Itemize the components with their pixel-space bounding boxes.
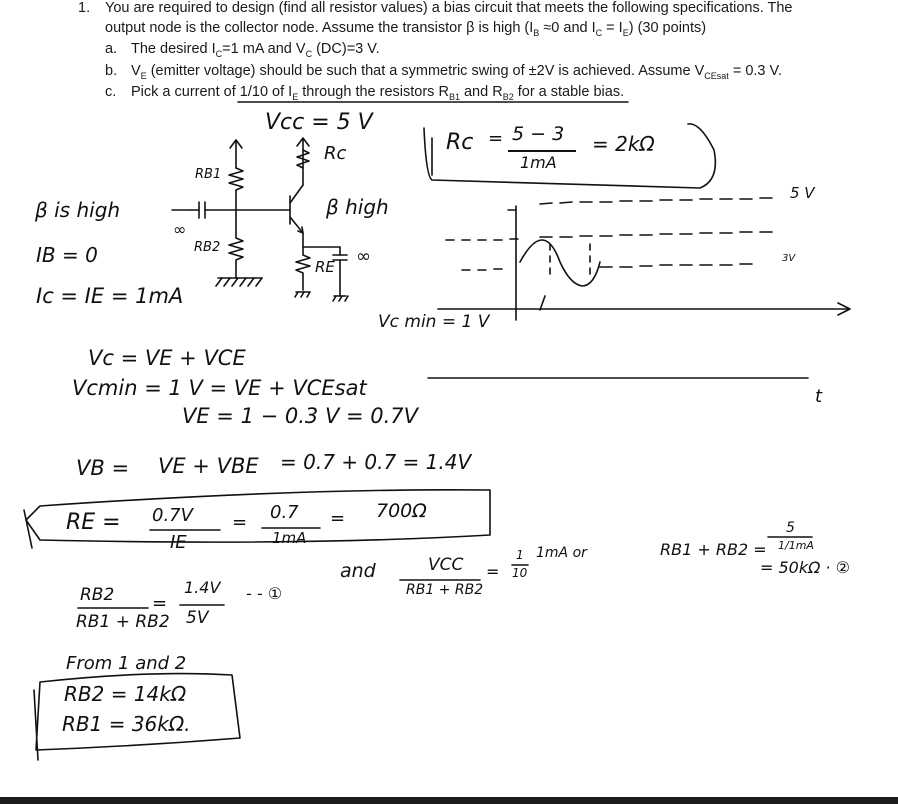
eq-vcmin: Vcmin = 1 V = VE + VCEsat — [72, 376, 367, 400]
eq-from: From 1 and 2 — [66, 653, 187, 674]
beta-is-high-note: β is high — [35, 198, 121, 222]
vcc-label: Vcc = 5 V — [265, 110, 373, 135]
eq-re-lhs: RE = — [66, 510, 121, 535]
eq-ratio-tag: - - ① — [246, 584, 283, 603]
re-resistor — [296, 247, 310, 290]
problem-number: 1. — [78, 0, 91, 16]
eq-tenth-num: 1 — [516, 548, 524, 562]
eq-sum-lhs: RB1 + RB2 = — [660, 540, 767, 559]
rc-label: Rc — [324, 143, 347, 164]
vcc-arrow-left — [230, 140, 242, 168]
spec-b-text: $V_E$ (emitter voltage) should be such that a symmetric swing of ±2V is achieved. Assume $V_{CEsat} = 0.3$ V. — [131, 63, 782, 81]
rb2-label: RB2 — [194, 240, 221, 255]
page-bottom-bar — [0, 797, 898, 804]
eq-vb-rhs: = 0.7 + 0.7 = 1.4V — [280, 450, 472, 474]
eq-ratio-rhs-num: 1.4V — [184, 578, 221, 597]
eq-ve: VE = 1 − 0.3 V = 0.7V — [182, 404, 419, 428]
eq-sum-result: = 50kΩ · ② — [760, 558, 850, 577]
eq-vcc-num: VCC — [428, 555, 464, 575]
eq-ratio-num: RB2 — [80, 585, 115, 605]
result-rb2: RB2 = 14kΩ — [64, 682, 187, 706]
eq-vb-lhs: VB = — [76, 456, 130, 480]
ib-zero-note: IB = 0 — [36, 243, 98, 267]
eq-re-frac1-den: IE — [170, 532, 187, 553]
problem-line-2: output node is the collector node. Assume the transistor β is high ($I_B \approx 0$ and $I_C = I_E$) (30 points) — [105, 20, 707, 38]
eq-ratio-rhs-den: 5V — [186, 608, 209, 628]
re-label: RE — [315, 258, 335, 276]
bypass-cap-infinity: ∞ — [356, 246, 371, 267]
rc-calc-num: 5 − 3 — [512, 123, 565, 145]
eq-re-eq1: = — [232, 512, 248, 533]
spec-b-label: b. — [105, 63, 118, 79]
eq-and: and — [340, 560, 376, 582]
time-t-label: t — [815, 386, 823, 407]
eq-sum-num: 5 — [786, 520, 795, 536]
rc-calc-fraction-bar — [508, 150, 576, 152]
rb1-resistor — [229, 168, 243, 210]
rc-calc-lhs: Rc — [446, 130, 474, 155]
wave-3v-label: 3V — [782, 253, 796, 264]
beta-high-label: β high — [326, 195, 389, 219]
vcmin-label: Vc min = 1 V — [378, 312, 490, 332]
eq-re-frac2-num: 0.7 — [270, 502, 299, 523]
eq-tenth-den: 10 — [512, 566, 528, 580]
rc-calc-eq: = — [488, 128, 504, 149]
eq-ratio-eq: = — [152, 593, 168, 614]
problem-line-1: You are required to design (find all resistor values) a bias circuit that meets the following specifications. The — [105, 0, 793, 16]
rb2-resistor — [229, 210, 243, 278]
rb1-label: RB1 — [195, 167, 222, 182]
spec-a-text: The desired $I_C=1$ mA and $V_C$ (DC)=3 V. — [131, 41, 380, 59]
eq-re-eq2: = — [330, 508, 346, 529]
output-sine-wave — [520, 240, 600, 286]
rc-calc-result: = 2kΩ — [592, 132, 655, 156]
input-cap-infinity: ∞ — [173, 220, 187, 239]
eq-vc: Vc = VE + VCE — [88, 346, 246, 370]
eq-ratio-den: RB1 + RB2 — [76, 612, 170, 632]
ic-ie-note: Ic = IE = 1mA — [36, 284, 184, 308]
transistor-emitter — [290, 217, 303, 233]
spec-c-label: c. — [105, 84, 117, 100]
eq-vcc-den: RB1 + RB2 — [406, 582, 484, 598]
eq-re-frac2-den: 1mA — [272, 529, 307, 547]
spec-a-label: a. — [105, 41, 118, 57]
eq-sum-den: 1/1mA — [778, 539, 814, 552]
eq-vb-mid: VE + VBE — [158, 454, 259, 478]
rc-calc-den: 1mA — [520, 153, 557, 172]
spec-c-text: Pick a current of 1/10 of $I_E$ through the resistors $R_{B1}$ and $R_{B2}$ for a stable bias. — [131, 84, 625, 102]
eq-re-frac1-num: 0.7V — [152, 505, 193, 526]
transistor-collector — [290, 185, 303, 203]
eq-re-result: 700Ω — [376, 500, 427, 522]
eq-vcc-eq: = — [486, 562, 500, 581]
result-rb1: RB1 = 36kΩ. — [62, 712, 191, 736]
wave-5v-label: 5 V — [790, 184, 815, 202]
eq-tenth-rest: 1mA or — [536, 545, 587, 561]
